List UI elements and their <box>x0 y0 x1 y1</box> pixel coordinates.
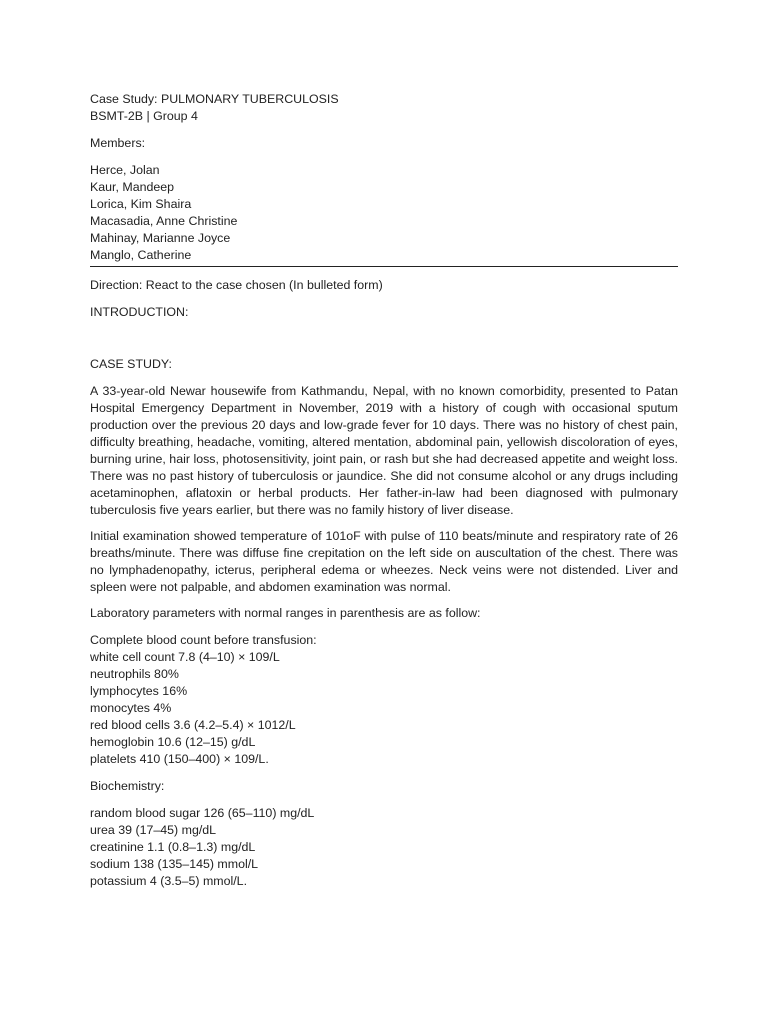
header-divider <box>90 266 678 267</box>
cbc-list <box>90 649 678 768</box>
lab-value: random blood sugar 126 (65–110) mg/dL <box>90 806 315 820</box>
introduction-heading: INTRODUCTION: <box>90 305 189 319</box>
members-label: Members: <box>90 136 146 150</box>
case-paragraph: A 33-year-old Newar housewife from Kathmandu, Nepal, with no known comorbidity, presented to Patan Hospital Emergency Department in November, 2019 with a history of cough with occasional sputum production over the previous 20 days and low-grade fever for 10 days. There was no history of chest pain, difficulty breathing, headache, vomiting, altered mentation, abdominal pain, yellowish discoloration of eyes, burning urine, hair loss, photosensitivity, joint pain, or rash but she had decreased appetite and weight loss. There was no past history of tuberculosis or jaundice. She did not consume alcohol or any drugs including acetaminophen, aflatoxin or herbal products. Her father-in-law had been diagnosed with pulmonary tuberculosis five years earlier, but there was no family history of liver disease. <box>90 384 678 517</box>
member-name: Manglo, Catherine <box>90 248 192 262</box>
member-name: Kaur, Mandeep <box>90 180 175 194</box>
lab-value: monocytes 4% <box>90 701 172 715</box>
lab-value: hemoglobin 10.6 (12–15) g/dL <box>90 735 256 749</box>
member-name: Lorica, Kim Shaira <box>90 197 192 211</box>
biochemistry-heading: Biochemistry: <box>90 779 165 793</box>
lab-value: urea 39 (17–45) mg/dL <box>90 823 217 837</box>
lab-intro: Laboratory parameters with normal ranges in parenthesis are as follow: <box>90 606 481 620</box>
lab-value: red blood cells 3.6 (4.2–5.4) × 1012/L <box>90 718 296 732</box>
member-name: Herce, Jolan <box>90 163 160 177</box>
lab-value: white cell count 7.8 (4–10) × 109/L <box>90 650 280 664</box>
lab-value: sodium 138 (135–145) mmol/L <box>90 857 259 871</box>
lab-value: neutrophils 80% <box>90 667 179 681</box>
section-group: BSMT-2B | Group 4 <box>90 109 198 123</box>
case-study-heading: CASE STUDY: <box>90 357 172 371</box>
members-list <box>90 162 678 264</box>
lab-value: platelets 410 (150–400) × 109/L. <box>90 752 269 766</box>
lab-value: potassium 4 (3.5–5) mmol/L. <box>90 874 248 888</box>
biochemistry-list <box>90 805 678 890</box>
direction-text: Direction: React to the case chosen (In bulleted form) <box>90 278 383 292</box>
document-title: Case Study: PULMONARY TUBERCULOSIS <box>90 92 339 106</box>
lab-value: lymphocytes 16% <box>90 684 188 698</box>
case-paragraph: Initial examination showed temperature of 101oF with pulse of 110 beats/minute and respiratory rate of 26 breaths/minute. There was diffuse fine crepitation on the left side on auscultation of the chest. There was no lymphadenopathy, icterus, peripheral edema or wheezes. Neck veins were not distended. Liver and spleen were not palpable, and abdomen examination was normal. <box>90 529 678 594</box>
member-name: Mahinay, Marianne Joyce <box>90 231 231 245</box>
document-page <box>90 91 678 890</box>
cbc-heading: Complete blood count before transfusion: <box>90 633 317 647</box>
member-name: Macasadia, Anne Christine <box>90 214 238 228</box>
lab-value: creatinine 1.1 (0.8–1.3) mg/dL <box>90 840 256 854</box>
